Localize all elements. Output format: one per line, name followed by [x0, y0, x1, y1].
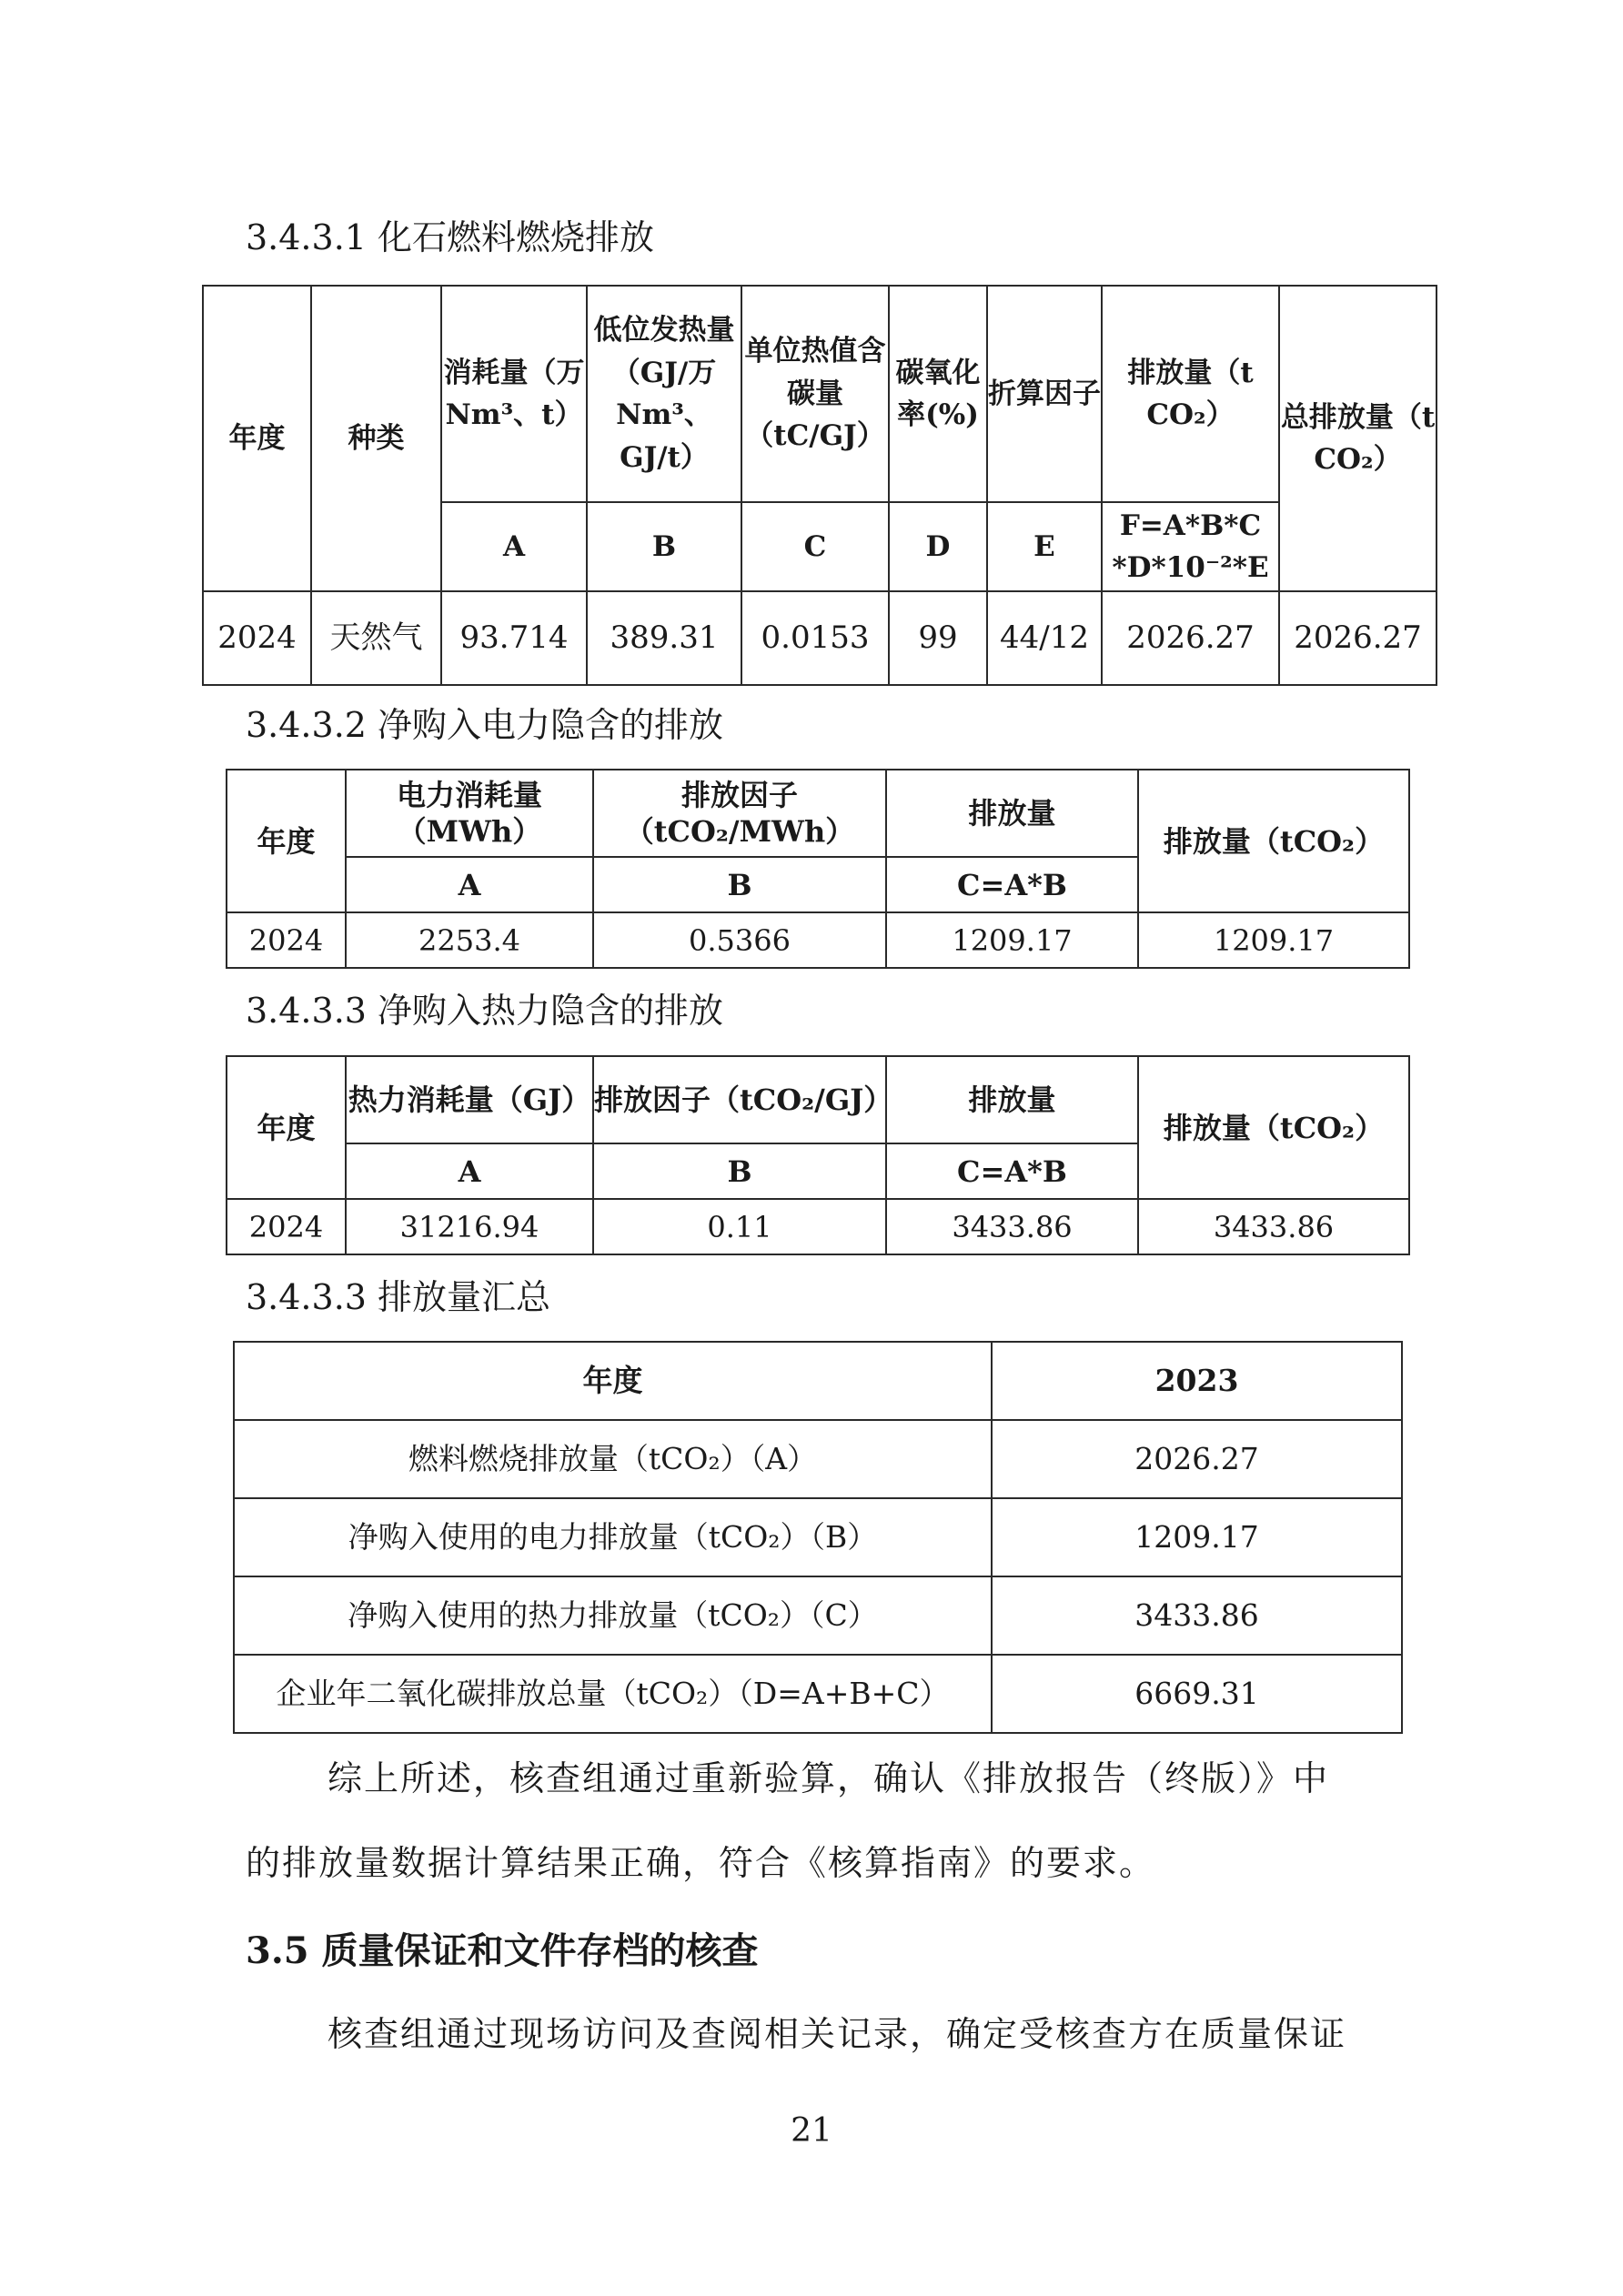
- heading-fossil-fuel: 3.4.3.1 化石燃料燃烧排放: [246, 217, 655, 257]
- cell-year: 2024: [227, 912, 346, 968]
- formula-c: C=A*B: [886, 1143, 1138, 1199]
- cell-consumption: 93.714: [441, 591, 587, 685]
- cell-oxidation-rate: 99: [889, 591, 987, 685]
- col-total: 排放量（tCO₂）: [1138, 770, 1409, 912]
- letter-e: E: [987, 502, 1102, 591]
- letter-a: A: [346, 1143, 593, 1199]
- heading-electricity: 3.4.3.2 净购入电力隐含的排放: [246, 705, 724, 745]
- cell-emission: 1209.17: [886, 912, 1138, 968]
- col-conversion-factor: 折算因子: [987, 286, 1102, 502]
- conclusion-line-1: 综上所述，核查组通过重新验算，确认《排放报告（终版）》中: [328, 1758, 1330, 1798]
- section-title: 3.5 质量保证和文件存档的核查: [246, 1929, 759, 1972]
- heading-heat: 3.4.3.3 净购入热力隐含的排放: [246, 991, 724, 1031]
- row-value-electricity: 1209.17: [992, 1498, 1402, 1576]
- cell-type: 天然气: [311, 591, 441, 685]
- heading-summary: 3.4.3.3 排放量汇总: [246, 1277, 551, 1317]
- summary-table: [233, 1341, 1403, 1734]
- letter-a: A: [441, 502, 587, 591]
- col-oxidation-rate: 碳氧化率(%): [889, 286, 987, 502]
- row-label-total: 企业年二氧化碳排放总量（tCO₂）（D=A+B+C）: [234, 1655, 992, 1733]
- letter-b: B: [593, 1143, 886, 1199]
- col-value: 2023: [992, 1342, 1402, 1420]
- col-factor: 排放因子（tCO₂/GJ）: [593, 1056, 886, 1143]
- col-ncv: 低位发热量（GJ/万Nm³、GJ/t）: [587, 286, 741, 502]
- row-label-heat: 净购入使用的热力排放量（tCO₂）（C）: [234, 1576, 992, 1655]
- row-value-total: 6669.31: [992, 1655, 1402, 1733]
- cell-total: 1209.17: [1138, 912, 1409, 968]
- cell-total: 3433.86: [1138, 1199, 1409, 1254]
- cell-emission: 2026.27: [1102, 591, 1279, 685]
- heat-table: [226, 1055, 1410, 1255]
- col-year: 年度: [227, 1056, 346, 1199]
- cell-emission: 3433.86: [886, 1199, 1138, 1254]
- cell-consumption: 31216.94: [346, 1199, 593, 1254]
- cell-consumption: 2253.4: [346, 912, 593, 968]
- conclusion-line-2: 的排放量数据计算结果正确，符合《核算指南》的要求。: [246, 1843, 1156, 1883]
- letter-a: A: [346, 857, 593, 912]
- letter-b: B: [593, 857, 886, 912]
- page-number: 21: [791, 2112, 832, 2150]
- col-consumption: 电力消耗量（MWh）: [346, 770, 593, 857]
- col-consumption: 热力消耗量（GJ）: [346, 1056, 593, 1143]
- row-value-fuel: 2026.27: [992, 1420, 1402, 1498]
- row-value-heat: 3433.86: [992, 1576, 1402, 1655]
- col-consumption: 消耗量（万Nm³、t）: [441, 286, 587, 502]
- col-carbon-content: 单位热值含碳量（tC/GJ）: [741, 286, 889, 502]
- cell-factor: 0.11: [593, 1199, 886, 1254]
- letter-b: B: [587, 502, 741, 591]
- cell-ncv: 389.31: [587, 591, 741, 685]
- col-year: 年度: [234, 1342, 992, 1420]
- cell-factor: 0.5366: [593, 912, 886, 968]
- col-emission: 排放量（t CO₂）: [1102, 286, 1279, 502]
- col-total: 排放量（tCO₂）: [1138, 1056, 1409, 1199]
- fossil-fuel-table: [202, 285, 1437, 686]
- cell-year: 2024: [227, 1199, 346, 1254]
- letter-c: C: [741, 502, 889, 591]
- col-total-emission: 总排放量（t CO₂）: [1279, 286, 1437, 591]
- col-emission: 排放量: [886, 770, 1138, 857]
- formula-f: [1102, 502, 1279, 591]
- formula-line-1: F=A*B*C: [1119, 509, 1262, 542]
- formula-c: C=A*B: [886, 857, 1138, 912]
- formula-line-2: *D*10⁻²*E: [1112, 551, 1269, 584]
- col-type: 种类: [311, 286, 441, 591]
- col-year: 年度: [227, 770, 346, 912]
- electricity-table: [226, 769, 1410, 969]
- last-paragraph: 核查组通过现场访问及查阅相关记录，确定受核查方在质量保证: [328, 2014, 1347, 2054]
- col-year: 年度: [203, 286, 311, 591]
- cell-conversion-factor: 44/12: [987, 591, 1102, 685]
- row-label-fuel: 燃料燃烧排放量（tCO₂）（A）: [234, 1420, 992, 1498]
- col-emission: 排放量: [886, 1056, 1138, 1143]
- cell-total-emission: 2026.27: [1279, 591, 1437, 685]
- cell-year: 2024: [203, 591, 311, 685]
- row-label-electricity: 净购入使用的电力排放量（tCO₂）（B）: [234, 1498, 992, 1576]
- cell-carbon-content: 0.0153: [741, 591, 889, 685]
- letter-d: D: [889, 502, 987, 591]
- col-factor: 排放因子（tCO₂/MWh）: [593, 770, 886, 857]
